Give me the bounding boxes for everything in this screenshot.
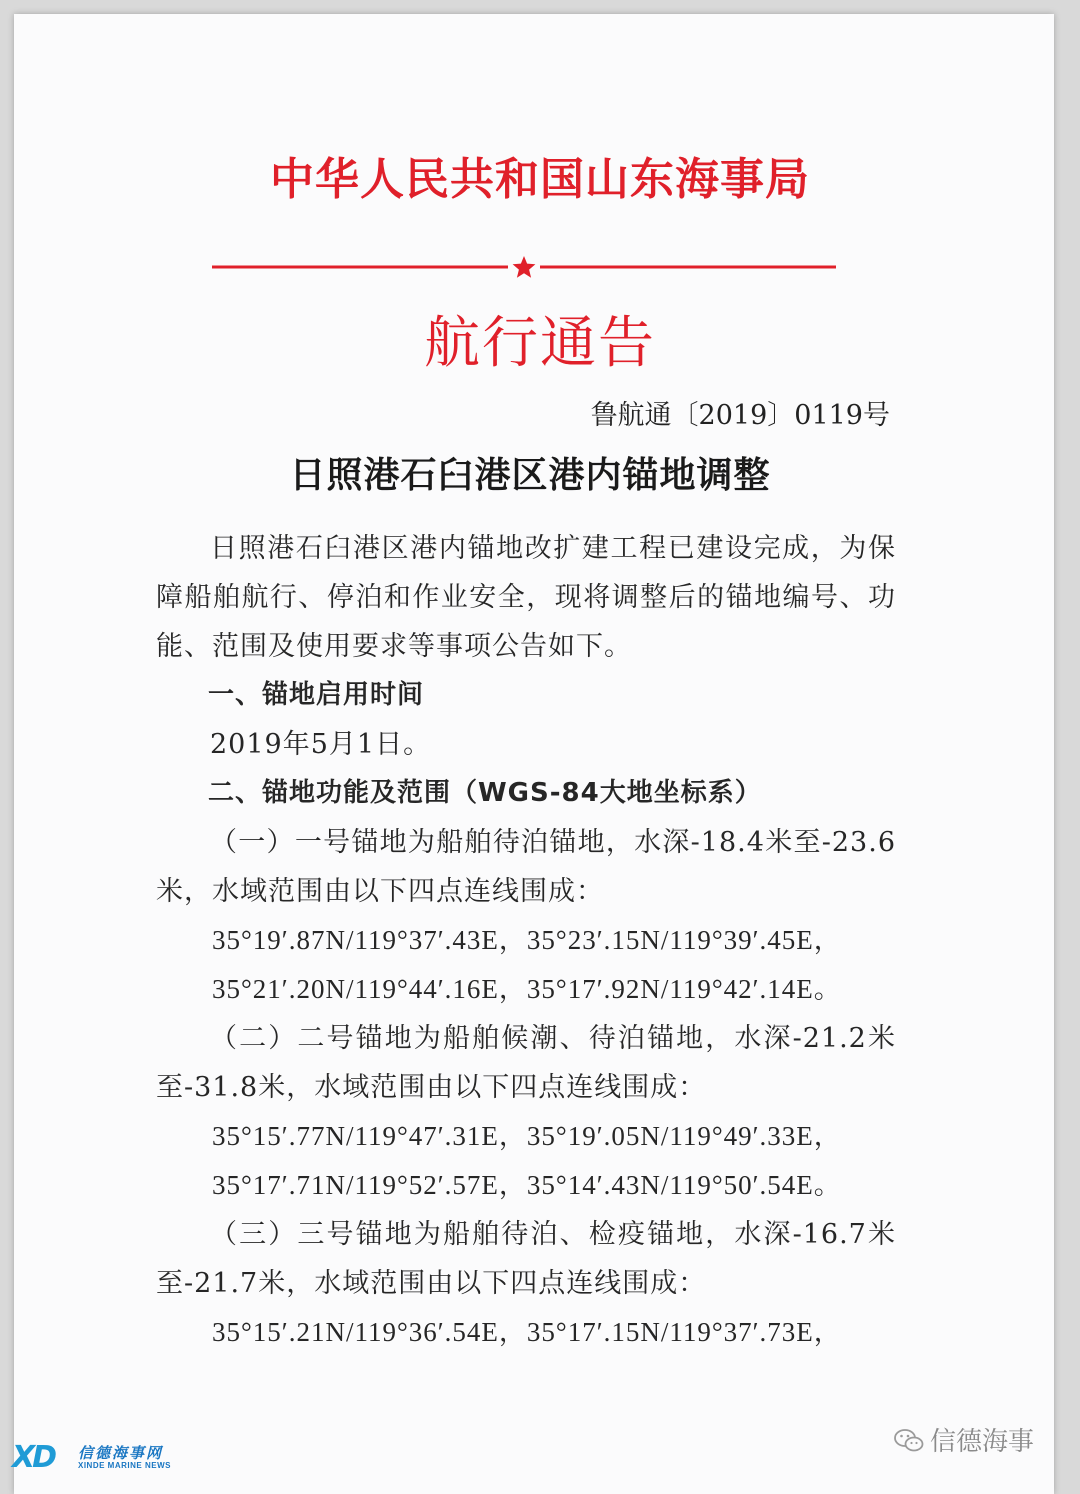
section-1-heading: 一、锚地启用时间 [208,680,425,710]
logo-mark: XD [12,1440,55,1475]
anchorage-3-text: （三）三号锚地为船舶待泊、检疫锚地，水深-16.7米至-21.7米，水域范围由以下四点连线围成： [156,1219,896,1299]
red-divider-with-star [212,256,836,278]
star-icon [513,256,536,278]
anchorage-2-text: （二）二号锚地为船舶候潮、待泊锚地，水深-21.2米至-31.8米，水域范围由以下四点连线围成： [156,1023,896,1103]
anchorage-2-coords-line-1: 35°15′.77N/119°47′.31E，35°19′.05N/119°49′.33E， [212,1121,842,1151]
wechat-icon [894,1428,924,1454]
issuing-organization: 中华人民共和国山东海事局 [270,154,810,205]
document-number: 鲁航通〔2019〕0119号 [590,400,890,431]
section-2-heading: 二、锚地功能及范围（WGS-84大地坐标系） [208,778,762,808]
anchorage-2-coords-line-2: 35°17′.71N/119°52′.57E，35°14′.43N/119°50′.54E。 [212,1170,842,1200]
xinde-logo [12,1442,172,1476]
document-title: 日照港石臼港区港内锚地调整 [289,454,771,496]
logo-chinese-name: 信德海事网 [78,1444,164,1462]
intro-paragraph: 日照港石臼港区港内锚地改扩建工程已建设完成，为保障船舶航行、停泊和作业安全，现将调整后的锚地编号、功能、范围及使用要求等事项公告如下。 [156,533,896,662]
anchorage-1-text: （一）一号锚地为船舶待泊锚地，水深-18.4米至-23.6米，水域范围由以下四点连线围成： [156,827,896,907]
watermark-text: 信德海事 [930,1427,1035,1457]
section-1-text: 2019年5月1日。 [210,729,432,760]
document-body [156,524,896,1357]
anchorage-1-coords-line-2: 35°21′.20N/119°44′.16E，35°17′.92N/119°42′.14E。 [212,974,842,1004]
anchorage-3-coords-line-1: 35°15′.21N/119°36′.54E，35°17′.15N/119°37′.73E， [212,1317,842,1347]
notice-type-title: 航行通告 [424,311,656,376]
logo-english-name: XINDE MARINE NEWS [78,1461,171,1470]
wechat-watermark [894,1424,1044,1460]
anchorage-1-coords-line-1: 35°19′.87N/119°37′.43E，35°23′.15N/119°39′.45E， [212,925,842,955]
